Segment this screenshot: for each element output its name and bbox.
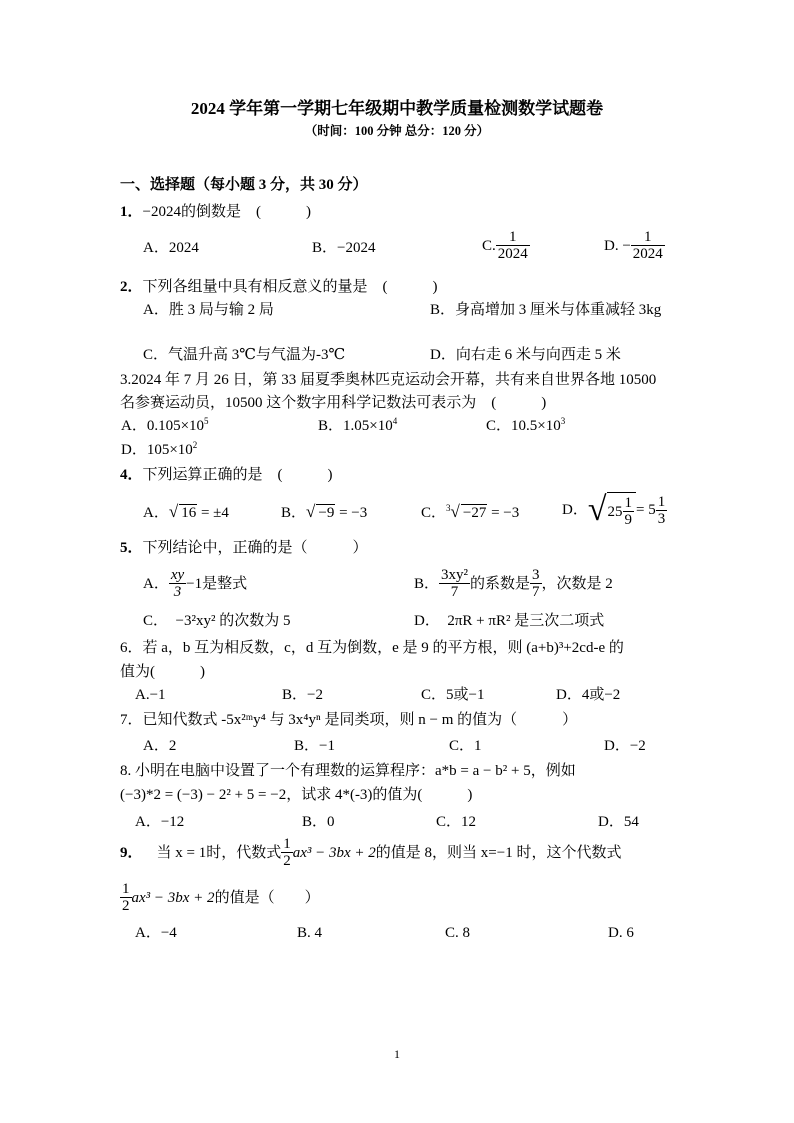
fraction-numerator: 1 (283, 836, 291, 852)
exponent: 5 (204, 416, 209, 426)
exponent: 3 (560, 416, 566, 426)
q9-option-b: B. 4 (297, 925, 323, 941)
expression: ax³ − 3bx + 2 (292, 844, 376, 861)
q2-option-d: D．向右走 6 米与向西走 5 米 (430, 347, 621, 363)
fraction (439, 567, 470, 600)
question-7-stem: 7．已知代数式 -5x²ᵐy⁴ 与 3x⁴yⁿ 是同类项，则 n − m 的值为（ ） (120, 712, 578, 728)
question-text: 的值是 8，则当 x=−1 时，这个代数式 (375, 844, 622, 861)
question-number: 5． (120, 540, 143, 556)
option-text: D．105×10 (121, 442, 193, 458)
question-text: 下列结论中，正确的是（ ） (142, 540, 368, 556)
question-8-line-2: (−3)*2 = (−3) − 2² + 5 = −2，试求 4*(-3)的值为( ) (120, 787, 473, 803)
question-2-stem (120, 278, 438, 296)
option-text: B．1.05×10 (318, 418, 393, 434)
fraction-denominator: 3 (169, 583, 186, 600)
fraction-denominator: 7 (532, 584, 540, 600)
option-rest: ，次数是 2 (541, 575, 613, 592)
q3-option-a (121, 417, 209, 435)
fraction-denominator: 2 (122, 898, 130, 914)
radical-sign: √ (450, 502, 460, 521)
q8-option-c: C．12 (436, 814, 477, 830)
option-label: D． (562, 502, 588, 518)
radicand: −27 (462, 505, 487, 521)
radical-index: 3 (446, 503, 451, 513)
question-number: 1． (120, 204, 143, 220)
exam-title: 2024 学年第一学期七年级期中教学质量检测数学试题卷 (190, 99, 604, 118)
q6-option-c: C．5或−1 (421, 687, 485, 703)
q4-option-a (143, 503, 229, 522)
radical-sign: √ (587, 491, 607, 528)
q8-option-b: B．0 (302, 814, 335, 830)
fraction (631, 229, 665, 262)
fraction-denominator: 2024 (497, 246, 528, 262)
fraction-numerator: 3xy² (441, 567, 469, 583)
q2-option-c: C．气温升高 3℃与气温为-3℃ (143, 347, 346, 363)
option-label: D. − (604, 237, 631, 254)
question-text: 当 x = 1时，代数式 (156, 844, 282, 861)
fraction (281, 836, 293, 869)
q3-option-d (121, 441, 197, 459)
question-text: 下列各组量中具有相反意义的量是 ( ) (142, 279, 438, 295)
q3-option-b (318, 417, 397, 435)
option-label: B． (414, 575, 440, 592)
question-5-stem (120, 539, 368, 557)
radicand: −9 (318, 505, 335, 521)
whole-part: 25 (607, 503, 623, 520)
option-middle: 的系数是 (470, 575, 531, 592)
exponent: 4 (392, 416, 398, 426)
fraction (623, 495, 635, 528)
question-8-line-1: 8. 小明在电脑中设置了一个有理数的运算程序：a*b = a − b² + 5，例如 (120, 763, 576, 779)
option-label: C． (421, 505, 447, 521)
q1-option-d (604, 229, 665, 262)
fraction-numerator: 1 (631, 229, 665, 246)
q7-option-b: B．−1 (294, 738, 335, 754)
fraction (120, 881, 132, 914)
fraction-numerator: xy (170, 567, 185, 583)
equals-part: = 5 (636, 502, 656, 518)
q6-option-d: D．4或−2 (556, 687, 621, 703)
q2-option-b: B．身高增加 3 厘米与体重减轻 3kg (430, 302, 662, 318)
q5-option-a (143, 567, 247, 600)
q6-option-a: A.−1 (135, 687, 166, 703)
question-3-line-1: 3.2024 年 7 月 26 日，第 33 届夏季奥林匹克运动会开幕，共有来自世界各地 10500 (120, 372, 657, 388)
option-rest: = −3 (335, 505, 368, 521)
expression: ax³ − 3bx + 2 (131, 889, 215, 906)
question-9-line-2 (120, 881, 320, 914)
q7-option-a: A．2 (143, 738, 177, 754)
option-rest: = ±4 (197, 505, 229, 521)
q3-option-c (486, 417, 565, 435)
radicand (607, 492, 637, 528)
q8-option-d: D．54 (598, 814, 639, 830)
fraction-numerator: 3 (532, 567, 540, 583)
option-label: C. (482, 237, 496, 254)
fraction-denominator: 7 (450, 584, 459, 600)
question-text: 下列运算正确的是 ( ) (142, 467, 333, 483)
q9-option-c: C. 8 (445, 925, 471, 941)
radicand: 16 (181, 505, 197, 521)
fraction-numerator: 1 (122, 881, 130, 897)
section-heading: 一、选择题（每小题 3 分，共 30 分） (120, 177, 368, 193)
question-number: 9． (120, 844, 143, 861)
fraction (530, 567, 542, 600)
fraction-numerator: 1 (496, 229, 530, 246)
question-3-line-2: 名参赛运动员，10500 这个数字用科学记数法可表示为 ( ) (120, 395, 547, 411)
q7-option-c: C．1 (449, 738, 482, 754)
fraction (169, 567, 186, 600)
question-9-line-1 (120, 836, 621, 869)
fraction (496, 229, 530, 262)
fraction-numerator: 1 (624, 495, 633, 511)
q2-option-a: A．胜 3 局与输 2 局 (143, 302, 274, 318)
q6-option-b: B．−2 (282, 687, 323, 703)
exam-subtitle: （时间：100 分钟 总分：120 分） (304, 124, 490, 138)
fraction-denominator: 2024 (632, 246, 663, 262)
radical-sign: √ (168, 502, 179, 521)
q5-option-c: C． −3²xy² 的次数为 5 (143, 613, 291, 629)
question-number: 4． (120, 467, 143, 483)
q1-option-a: A．2024 (143, 240, 199, 256)
radical-sign: √ (306, 502, 316, 521)
option-text: C．10.5×10 (486, 418, 561, 434)
q9-option-a: A．−4 (135, 925, 177, 941)
q8-option-a: A．−12 (135, 814, 185, 830)
q5-option-d: D． 2πR + πR² 是三次二项式 (414, 613, 605, 629)
question-4-stem (120, 466, 333, 484)
option-text: A．0.105×10 (121, 418, 205, 434)
fraction (656, 494, 668, 527)
q1-option-b: B．−2024 (312, 240, 376, 256)
fraction-numerator: 1 (657, 493, 666, 510)
page-number: 1 (394, 1047, 400, 1061)
q4-option-d (562, 490, 667, 530)
question-text: 的值是（ ） (214, 889, 320, 906)
question-number: 2． (120, 279, 143, 295)
fraction-denominator: 2 (283, 853, 291, 869)
fraction-denominator: 3 (657, 510, 666, 527)
question-6-line-1: 6．若 a，b 互为相反数，c，d 互为倒数，e 是 9 的平方根，则 (a+b)³+2cd-e 的 (120, 640, 624, 656)
option-rest: = −3 (487, 505, 520, 521)
question-1-stem (120, 203, 311, 221)
q4-option-b (281, 503, 367, 522)
option-label: A． (143, 505, 169, 521)
q5-option-b (414, 567, 613, 600)
question-6-line-2: 值为( ) (120, 664, 205, 680)
fraction-denominator: 9 (624, 512, 633, 528)
q7-option-d: D．−2 (604, 738, 646, 754)
q4-option-c (421, 503, 519, 522)
exponent: 2 (192, 440, 198, 450)
question-text: −2024的倒数是 ( ) (142, 204, 311, 220)
option-rest: −1是整式 (186, 575, 248, 592)
q1-option-c (482, 229, 530, 262)
q9-option-d: D. 6 (608, 925, 634, 941)
option-label: B． (281, 505, 307, 521)
option-label: A． (143, 575, 169, 592)
